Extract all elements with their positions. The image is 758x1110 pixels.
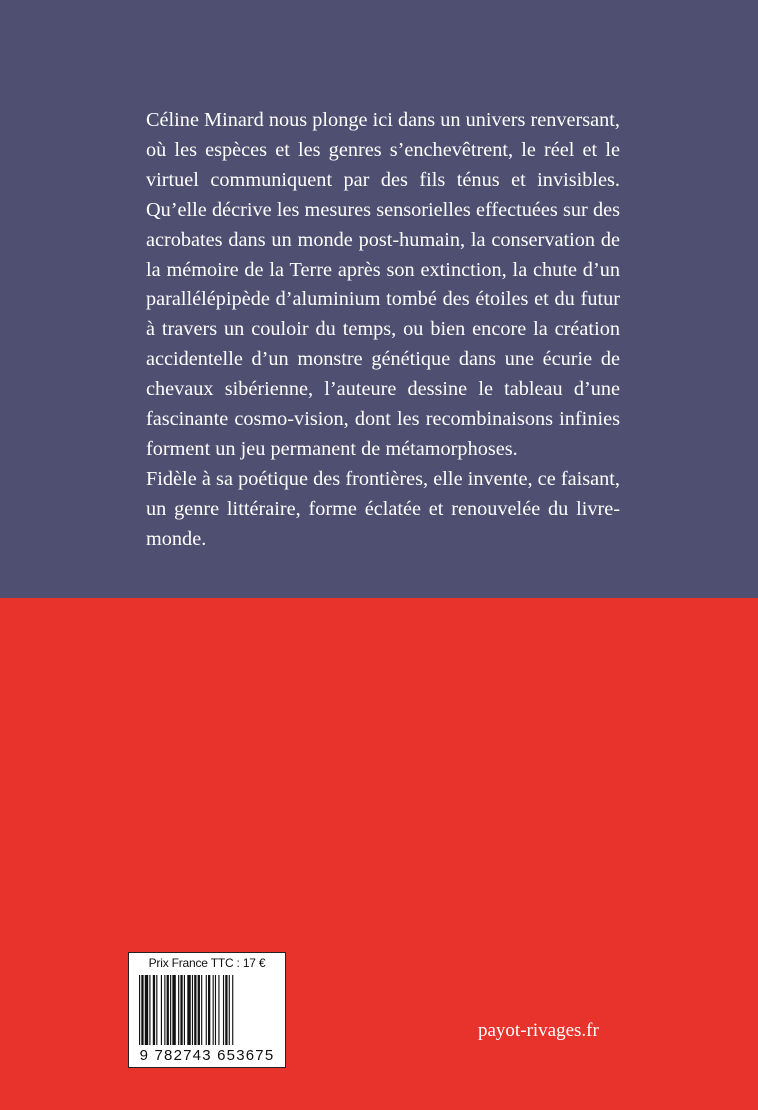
blurb-paragraph-2: Fidèle à sa poétique des frontières, elle invente, ce faisant, un genre littéraire, forme éclatée et renouvelée du livre-monde. xyxy=(146,467,620,550)
isbn-number: 9 782743 653675 xyxy=(139,1047,275,1064)
barcode-label xyxy=(128,952,286,1068)
back-cover-blurb xyxy=(146,106,620,555)
cover-bottom-panel xyxy=(0,598,758,1110)
publisher-website: payot-rivages.fr xyxy=(478,1020,599,1041)
blurb-paragraph-1: Céline Minard nous plonge ici dans un univers renversant, où les espèces et les genres s’enchevêtrent, le réel et le virtuel communiquent par des fils ténus et invisibles. Qu’elle décrive les mesures sensorielles effectuées sur des acrobates dans un monde post-humain, la conservation de la mémoire de la Terre après son extinction, la chute d’un parallélépipède d’aluminium tombé des étoiles et du futur à travers un couloir du temps, ou bien encore la création accidentelle d’un monstre génétique dans une écurie de chevaux sibérienne, l’auteure dessine le tableau d’une fascinante cosmo-vision, dont les recombinaisons infinies forment un jeu permanent de métamorphoses. xyxy=(146,109,620,460)
price-label: Prix France TTC : 17 € xyxy=(148,956,266,970)
barcode-icon xyxy=(139,975,277,1045)
